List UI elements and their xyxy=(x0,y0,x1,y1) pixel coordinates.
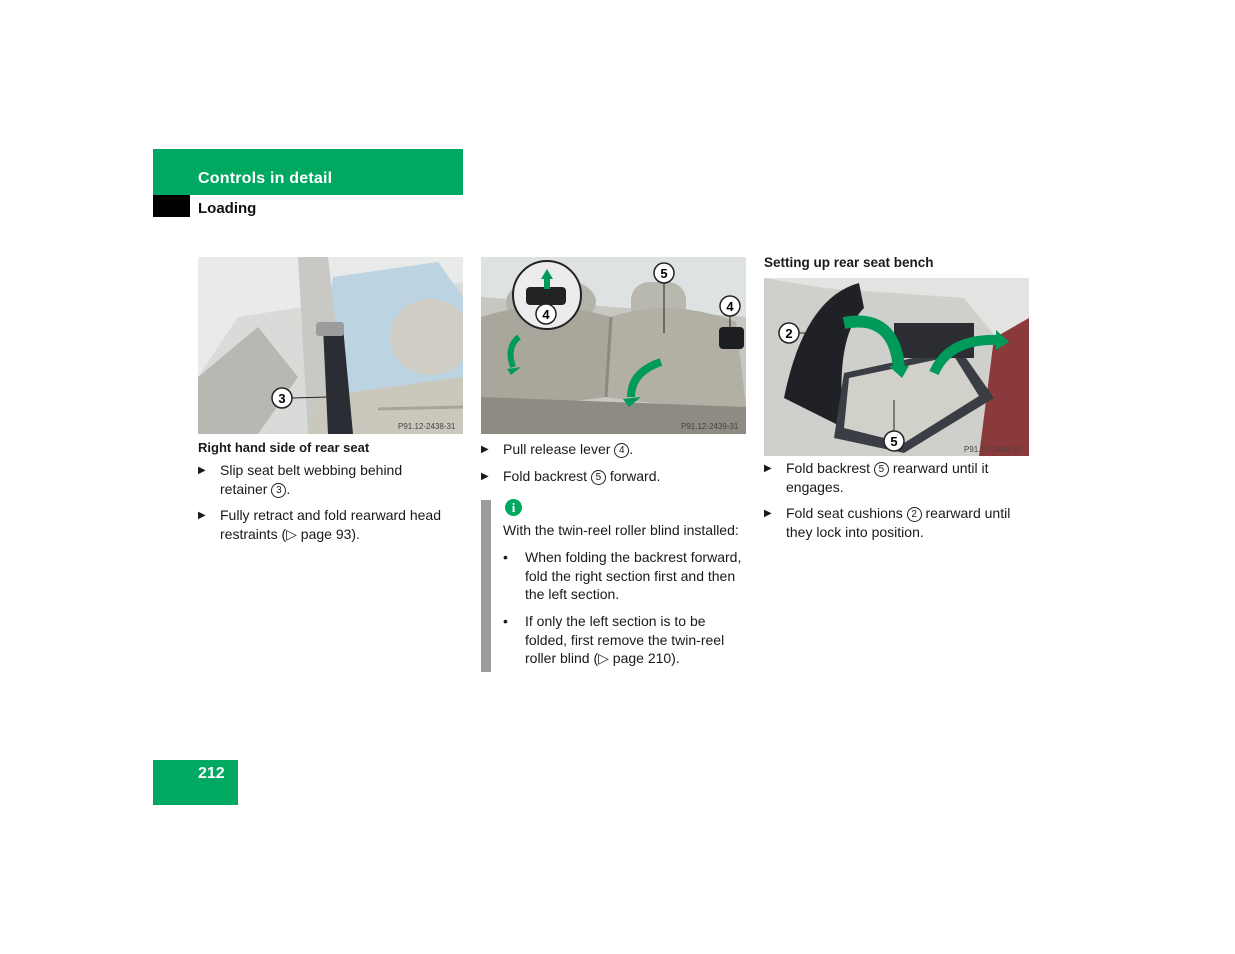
svg-text:5: 5 xyxy=(660,266,668,281)
page-number: 212 xyxy=(198,765,225,782)
step-arrow-icon: ▶ xyxy=(764,508,772,519)
step-retract-head-restraints: ▶ Fully retract and fold rearward head restraints (▷ page 93). xyxy=(198,507,441,542)
ref-circle-3: 3 xyxy=(271,483,286,498)
note-bar xyxy=(481,500,491,672)
step-arrow-icon: ▶ xyxy=(481,444,489,455)
ref-circle-5: 5 xyxy=(591,470,606,485)
note-intro: With the twin-reel roller blind installed: xyxy=(503,522,739,538)
svg-text:4: 4 xyxy=(542,307,550,322)
subsection-title: Loading xyxy=(198,200,257,217)
illustration-seat-bench-setup xyxy=(764,278,1029,456)
step-fold-seat-cushions: ▶ Fold seat cushions 2 rearward until they lock into position. xyxy=(764,505,1011,540)
step-fold-backrest-rearward: ▶ Fold backrest 5 rearward until it engages. xyxy=(764,460,989,495)
info-icon: i xyxy=(505,499,522,516)
svg-text:P91.12-2440-31: P91.12-2440-31 xyxy=(964,445,1022,454)
note-bullet: • When folding the backrest forward, fold the right section first and then the left section. xyxy=(503,549,742,602)
ref-circle-4: 4 xyxy=(614,443,629,458)
page-number-box xyxy=(153,760,238,805)
illustration-release-lever xyxy=(481,257,746,434)
subsection-marker xyxy=(153,195,190,217)
step-pull-release-lever: ▶ Pull release lever 4 . xyxy=(481,441,634,457)
svg-text:2: 2 xyxy=(785,326,793,341)
step-fold-backrest-forward: ▶ Fold backrest 5 forward. xyxy=(481,468,661,484)
svg-text:5: 5 xyxy=(890,434,898,449)
svg-text:3: 3 xyxy=(278,391,286,406)
svg-text:P91.12-2439-31: P91.12-2439-31 xyxy=(681,422,739,431)
illustration-seat-belt-retainer xyxy=(198,257,463,434)
image-code: P91.12-2438-31 xyxy=(398,422,456,431)
step-arrow-icon: ▶ xyxy=(198,465,206,476)
step-slip-webbing: ▶ Slip seat belt webbing behind retainer 3 . xyxy=(198,462,403,497)
ref-circle-2: 2 xyxy=(907,507,922,522)
note-bullet: • If only the left section is to be folded, first remove the twin-reel roller blind (▷ page 210). xyxy=(503,613,725,666)
step-arrow-icon: ▶ xyxy=(481,471,489,482)
step-arrow-icon: ▶ xyxy=(764,463,772,474)
ref-circle-5: 5 xyxy=(874,462,889,477)
figure-caption: Right hand side of rear seat xyxy=(198,440,370,455)
section-title: Controls in detail xyxy=(198,170,333,187)
step-arrow-icon: ▶ xyxy=(198,510,206,521)
svg-text:4: 4 xyxy=(726,299,734,314)
column-heading: Setting up rear seat bench xyxy=(764,255,934,270)
